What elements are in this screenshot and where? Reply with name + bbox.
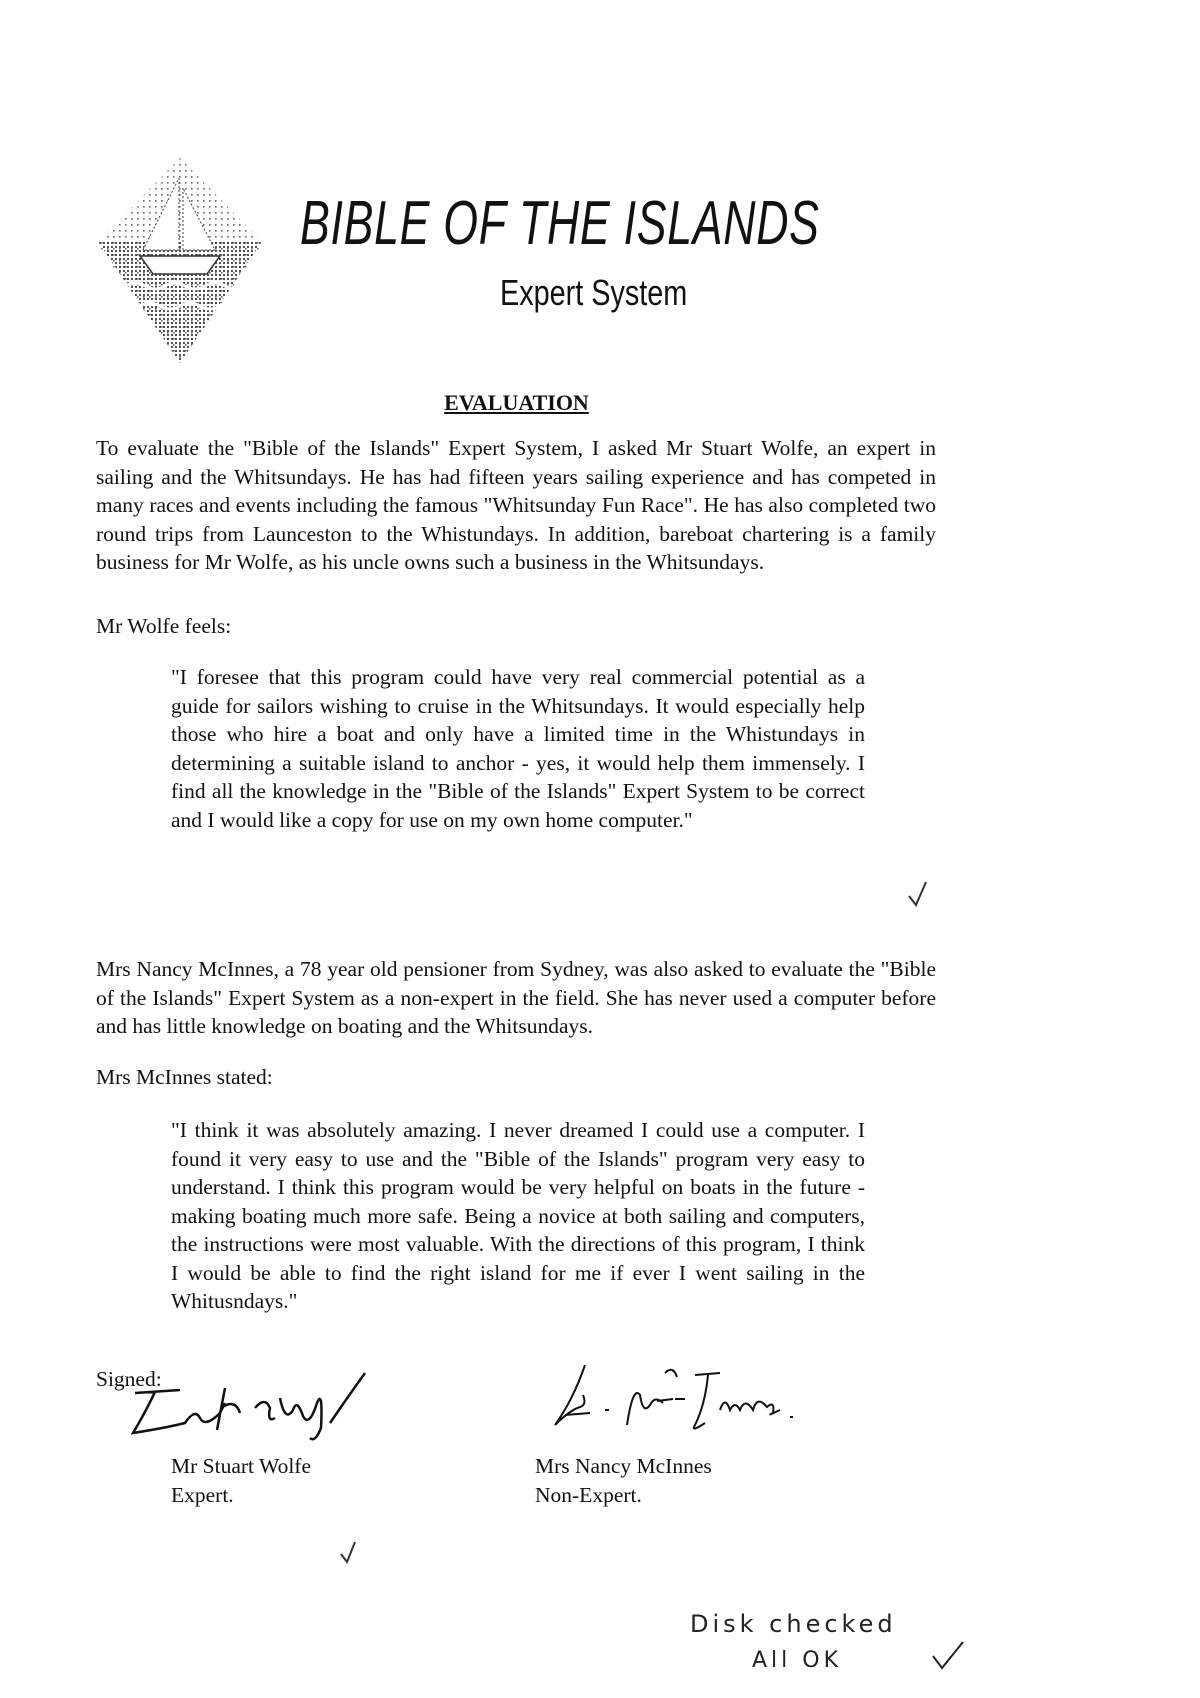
section-heading: EVALUATION xyxy=(444,390,589,415)
document-title: BIBLE OF THE ISLANDS xyxy=(300,189,820,258)
expert-role: Expert. xyxy=(171,1483,234,1507)
tick-mark-icon xyxy=(338,1540,360,1568)
tick-mark-icon xyxy=(906,880,930,908)
expert-quote: "I foresee that this program could have very real commercial potential as a guide for sailors wishing to cruise in the Whitsundays. It would especially help those who hire a boat and only have a limited time in the Whistundays in determining a suitable island to anchor - yes, it would help them immensely. I find all the knowledge in the "Bible of the Islands" Expert System to be correct and I would like a copy for use on my own home computer." xyxy=(171,665,865,832)
sailboat-logo-icon xyxy=(95,158,265,368)
expert-name: Mr Stuart Wolfe xyxy=(171,1454,311,1478)
document-subtitle: Expert System xyxy=(500,272,688,313)
nonexpert-role: Non-Expert. xyxy=(535,1483,642,1507)
handwritten-note-line2: All OK xyxy=(752,1648,843,1673)
nonexpert-name: Mrs Nancy McInnes xyxy=(535,1454,712,1478)
nonexpert-lead: Mrs McInnes stated: xyxy=(96,1065,273,1089)
tick-mark-icon xyxy=(930,1640,966,1672)
expert-signature xyxy=(125,1368,375,1448)
nonexpert-intro: Mrs Nancy McInnes, a 78 year old pensioner from Sydney, was also asked to evaluate the "Bible of the Islands" Expert System as a non-expert in the field. She has never used a computer before and has little knowledge on boating and the Whitsundays. xyxy=(96,957,936,1038)
signed-label: Signed: xyxy=(96,1367,162,1391)
handwritten-note-line1: Disk checked xyxy=(690,1610,897,1638)
expert-lead: Mr Wolfe feels: xyxy=(96,614,232,638)
nonexpert-quote: "I think it was absolutely amazing. I never dreamed I could use a computer. I found it very easy to use and the "Bible of the Islands" program very easy to understand. I think this program would be very helpful on boats in the future - making boating much more safe. Being a novice at both sailing and computers, the instructions were most valuable. With the directions of this program, I think I would be able to find the right island for me if ever I went sailing in the Whitusndays." xyxy=(171,1118,865,1313)
intro-paragraph: To evaluate the "Bible of the Islands" Expert System, I asked Mr Stuart Wolfe, an expert in sailing and the Whitsundays. He has had fifteen years sailing experience and has competed in many races and events including the famous "Whitsunday Fun Race". He has also completed two round trips from Launceston to the Whistundays. In addition, bareboat chartering is a family business for Mr Wolfe, as his uncle owns such a business in the Whitsundays. xyxy=(96,436,936,574)
nonexpert-signature xyxy=(545,1355,845,1440)
